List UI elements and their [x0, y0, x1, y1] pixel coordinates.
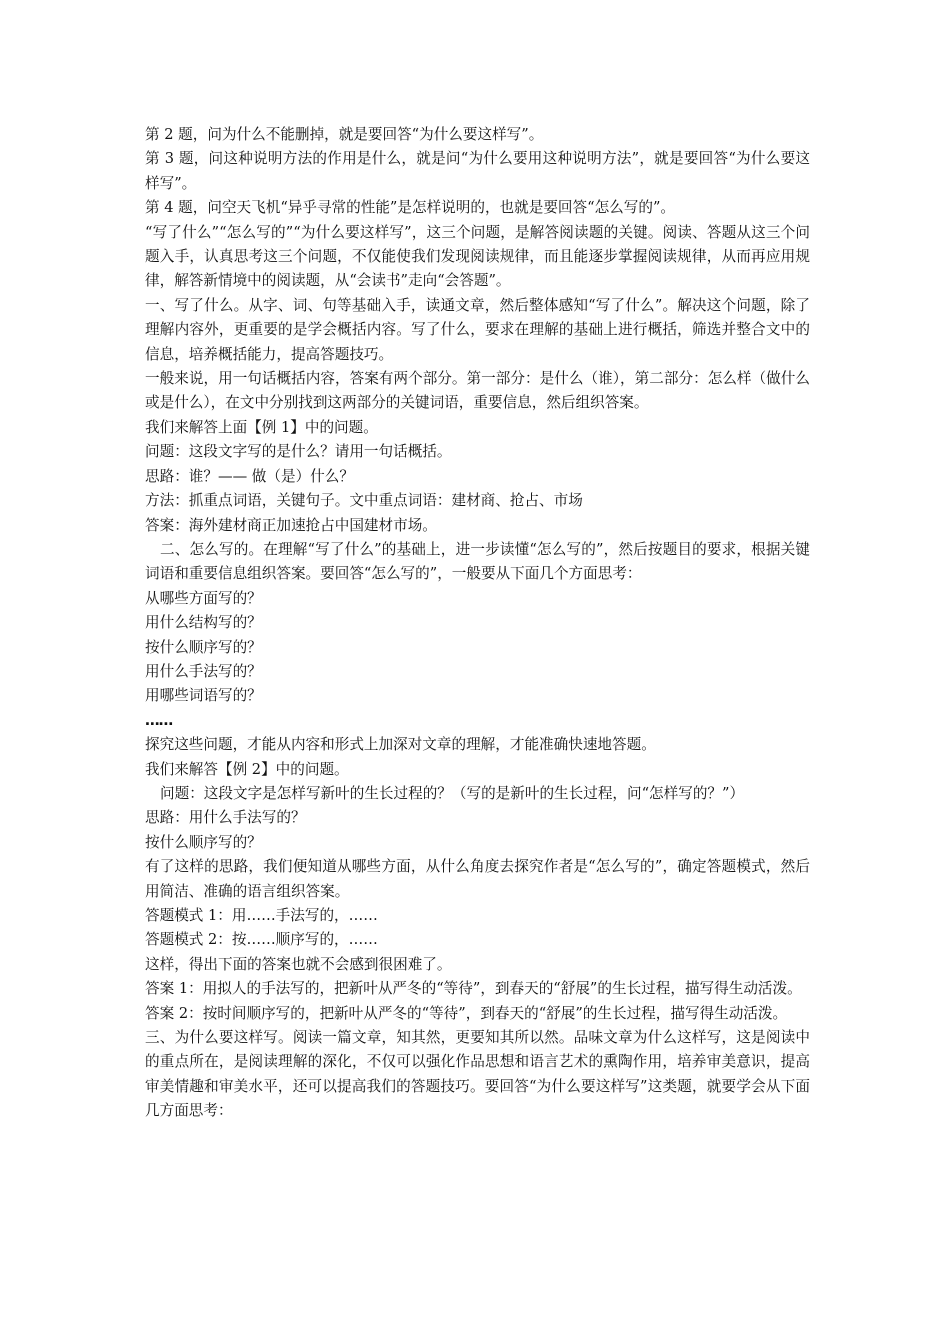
paragraph-example-1-answer: 答案：海外建材商正加速抢占中国建材市场。 [145, 516, 437, 534]
paragraph-answer-pattern-1: 答题模式 1：用……手法写的，…… [145, 907, 378, 924]
document-body [145, 123, 810, 1124]
paragraph-example-1-thinking: 思路：谁？—— 做（是）什么？ [145, 467, 354, 485]
list-item-technique: 用什么手法写的？ [145, 662, 262, 680]
list-item-words: 用哪些词语写的？ [145, 687, 262, 705]
paragraph-three-questions: “写了什么”“怎么写的”“为什么要这样写”，这三个问题，是解答阅读题的关键。阅读、答题从这三个问题入手，认真思考这三个问题，不仅能使我们发现阅读规律，而且能逐步掌握阅读规律，从而再应用规律，解答新情境中的阅读题，从“会读书”走向“会答题”。 [145, 223, 810, 290]
paragraph-example-2-thinking: 思路：用什么手法写的？ [145, 809, 306, 827]
paragraph-answer-pattern-intro: 有了这样的思路，我们便知道从哪些方面，从什么角度去探究作者是“怎么写的”，确定答题模式，然后用简洁、准确的语言组织答案。 [145, 858, 810, 900]
list-item-order: 按什么顺序写的？ [145, 638, 262, 656]
section-one-heading-paragraph: 一、写了什么。从字、词、句等基础入手，读通文章，然后整体感知“写了什么”。解决这个问题，除了理解内容外，更重要的是学会概括内容。写了什么，要求在理解的基础上进行概括，筛选并整合文中的信息，培养概括能力，提高答题技巧。 [145, 296, 810, 363]
paragraph-example-2-question: 问题：这段文字是怎样写新叶的生长过程的？（写的是新叶的生长过程，问“怎样写的？”） [160, 784, 745, 802]
paragraph-q2: 第 2 题，问为什么不能删掉，就是要回答“为什么要这样写”。 [145, 126, 544, 143]
paragraph-answer-2: 答案 2：按时间顺序写的，把新叶从严冬的“等待”，到春天的“舒展”的生长过程，描写得生动活泼。 [145, 1004, 788, 1022]
paragraph-summary-method: 一般来说，用一句话概括内容，答案有两个部分。第一部分：是什么（谁），第二部分：怎么样（做什么或是什么），在文中分别找到这两部分的关键词语，重要信息，然后组织答案。 [145, 370, 810, 412]
paragraph-example-2-order: 按什么顺序写的？ [145, 833, 262, 851]
paragraph-q3: 第 3 题，问这种说明方法的作用是什么，就是问“为什么要用这种说明方法”，就是要回答“为什么要这样写”。 [145, 150, 810, 192]
section-two-heading-paragraph: 二、怎么写的。在理解“写了什么”的基础上，进一步读懂“怎么写的”，然后按题目的要求，根据关键词语和重要信息组织答案。要回答“怎么写的”，一般要从下面几个方面思考： [145, 540, 810, 583]
paragraph-explore: 探究这些问题，才能从内容和形式上加深对文章的理解，才能准确快速地答题。 [145, 736, 656, 754]
paragraph-example-1-intro: 我们来解答上面【例 1】中的问题。 [145, 418, 378, 436]
section-three-heading-paragraph: 三、为什么要这样写。阅读一篇文章，知其然，更要知其所以然。品味文章为什么这样写，这是阅读中的重点所在，是阅读理解的深化，不仅可以强化作品思想和语言艺术的熏陶作用，培养审美意识，提高审美情趣和审美水平，还可以提高我们的答题技巧。要回答“为什么要这样写”这类题，就要学会从下面几方面思考： [145, 1029, 810, 1120]
paragraph-example-1-question: 问题：这段文字写的是什么？请用一句话概括。 [145, 443, 452, 461]
paragraph-answer-lead: 这样，得出下面的答案也就不会感到很困难了。 [145, 955, 452, 973]
paragraph-example-2-intro: 我们来解答【例 2】中的问题。 [145, 760, 349, 778]
paragraph-answer-pattern-2: 答题模式 2：按……顺序写的，…… [145, 931, 378, 949]
paragraph-q4: 第 4 题，问空天飞机“异乎寻常的性能”是怎样说明的，也就是要回答“怎么写的”。 [145, 199, 676, 217]
ellipsis-line: …… [145, 711, 173, 729]
list-item-structure: 用什么结构写的？ [145, 614, 262, 632]
list-item-aspects: 从哪些方面写的？ [145, 589, 262, 607]
paragraph-example-1-method: 方法：抓重点词语，关键句子。文中重点词语：建材商、抢占、市场 [145, 492, 583, 510]
paragraph-answer-1: 答案 1：用拟人的手法写的，把新叶从严冬的“等待”，到春天的“舒展”的生长过程，描写得生动活泼。 [145, 980, 802, 998]
